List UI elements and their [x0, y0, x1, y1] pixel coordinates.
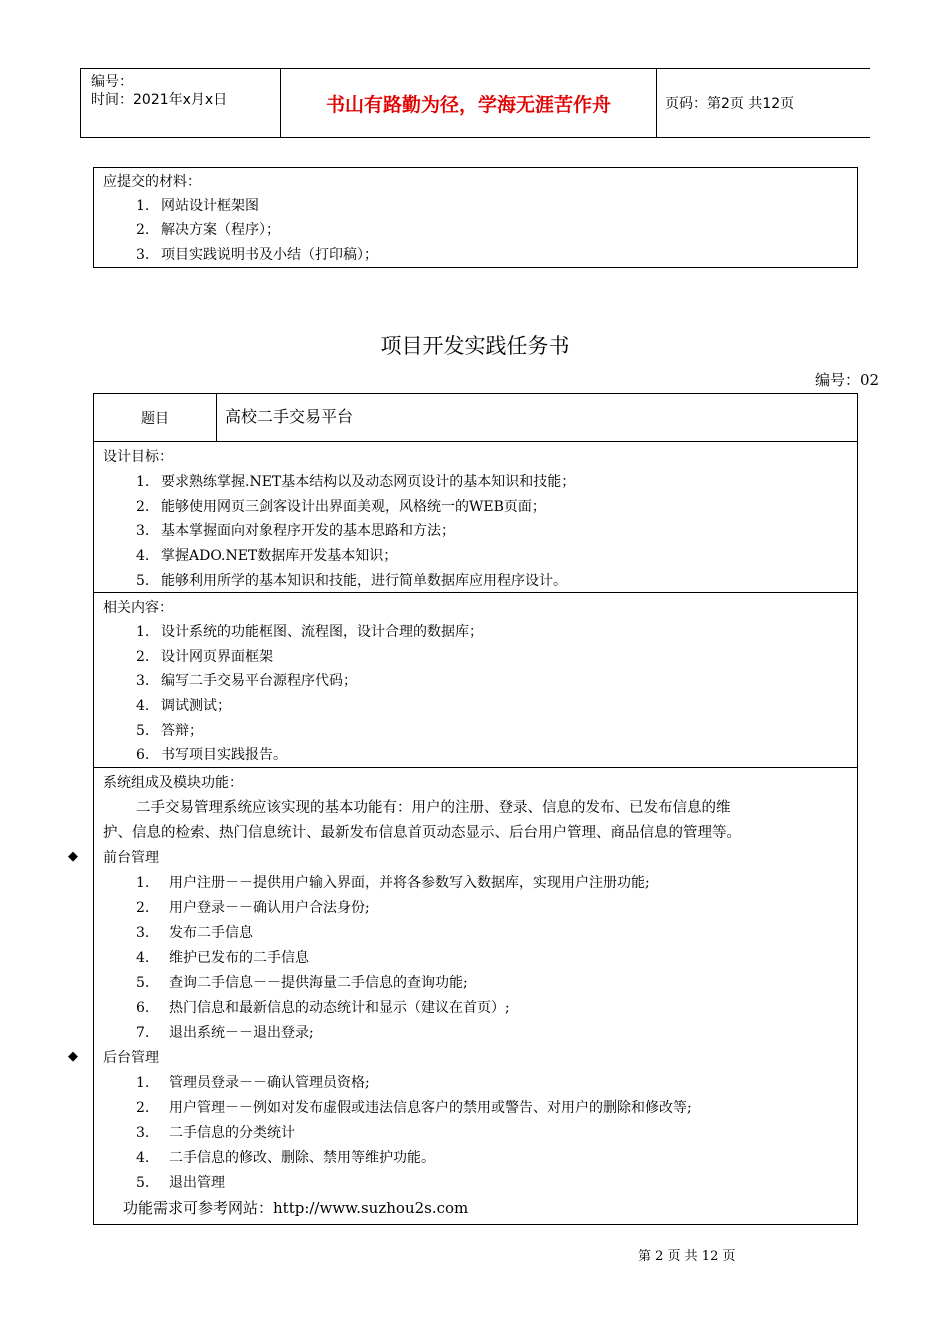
- front-item: 热门信息和最新信息的动态统计和显示（建议在首页）;: [169, 1000, 510, 1016]
- back-num-4: 4.: [136, 1150, 150, 1166]
- materials-item: 网站设计框架图: [161, 198, 259, 214]
- goal-item: 掌握ADO.NET数据库开发基本知识；: [161, 548, 398, 564]
- page-footer: 第 2 页 共 12 页: [638, 1249, 736, 1264]
- back-num-3: 3.: [136, 1125, 150, 1141]
- materials-num-3: 3.: [136, 247, 150, 263]
- back-item: 退出管理: [169, 1175, 225, 1191]
- document-title: 项目开发实践任务书: [380, 334, 570, 358]
- document-number: 编号：02: [815, 371, 880, 389]
- materials-num-1: 1.: [136, 198, 150, 214]
- materials-num-2: 2.: [136, 222, 150, 238]
- materials-item: 解决方案（程序）；: [161, 222, 280, 238]
- design-goals-heading: 设计目标：: [103, 449, 173, 465]
- front-heading: 前台管理: [103, 850, 159, 866]
- front-item: 维护已发布的二手信息: [169, 950, 309, 966]
- back-num-1: 1.: [136, 1075, 150, 1091]
- front-item: 查询二手信息－－提供海量二手信息的查询功能;: [169, 975, 468, 991]
- related-num-3: 3.: [136, 673, 150, 689]
- back-item: 用户管理－－例如对发布虚假或违法信息客户的禁用或警告、对用户的删除和修改等;: [169, 1100, 692, 1116]
- system-intro-line2: 护、信息的检索、热门信息统计、最新发布信息首页动态显示、后台用户管理、商品信息的管理等。: [103, 825, 741, 841]
- goal-num-2: 2.: [136, 499, 150, 515]
- goal-item: 能够利用所学的基本知识和技能，进行简单数据库应用程序设计。: [161, 573, 567, 589]
- system-intro-line1: 二手交易管理系统应该实现的基本功能有：用户的注册、登录、信息的发布、已发布信息的维: [136, 800, 731, 816]
- goal-item: 能够使用网页三剑客设计出界面美观，风格统一的WEB页面；: [161, 499, 546, 515]
- front-num-7: 7.: [136, 1025, 150, 1041]
- materials-box: [93, 167, 858, 268]
- goal-item: 要求熟练掌握.NET基本结构以及动态网页设计的基本知识和技能；: [161, 474, 576, 490]
- related-num-4: 4.: [136, 698, 150, 714]
- materials-item: 项目实践说明书及小结（打印稿）；: [161, 247, 378, 263]
- back-item: 二手信息的分类统计: [169, 1125, 295, 1141]
- front-num-2: 2.: [136, 900, 150, 916]
- goal-num-1: 1.: [136, 474, 150, 490]
- goal-num-4: 4.: [136, 548, 150, 564]
- front-num-4: 4.: [136, 950, 150, 966]
- header-meta: [80, 69, 280, 137]
- related-box: [93, 592, 858, 768]
- front-num-5: 5.: [136, 975, 150, 991]
- front-num-3: 3.: [136, 925, 150, 941]
- header-page-info: 页码：第2页 共12页: [665, 96, 795, 112]
- back-num-2: 2.: [136, 1100, 150, 1116]
- related-num-1: 1.: [136, 624, 150, 640]
- back-heading: 后台管理: [103, 1050, 159, 1066]
- back-item: 二手信息的修改、删除、禁用等维护功能。: [169, 1150, 435, 1166]
- related-num-2: 2.: [136, 649, 150, 665]
- topic-row: [93, 393, 858, 442]
- topic-label: 题目: [94, 394, 217, 441]
- diamond-bullet-icon: ◆: [68, 849, 78, 864]
- related-item: 书写项目实践报告。: [161, 747, 287, 763]
- related-num-5: 5.: [136, 723, 150, 739]
- related-item: 编写二手交易平台源程序代码；: [161, 673, 357, 689]
- front-item: 发布二手信息: [169, 925, 253, 941]
- front-num-1: 1.: [136, 875, 150, 891]
- reference-line: 功能需求可参考网站：http://www.suzhou2s.com: [123, 1199, 469, 1217]
- front-item: 用户注册－－提供用户输入界面，并将各参数写入数据库，实现用户注册功能;: [169, 875, 650, 891]
- front-num-6: 6.: [136, 1000, 150, 1016]
- goal-num-3: 3.: [136, 523, 150, 539]
- related-item: 调试测试；: [161, 698, 231, 714]
- system-heading: 系统组成及模块功能：: [103, 775, 243, 791]
- related-heading: 相关内容：: [103, 600, 173, 616]
- serial-label: 编号：: [91, 74, 133, 90]
- topic-value: 高校二手交易平台: [225, 407, 354, 426]
- page-header: [80, 68, 870, 138]
- front-item: 用户登录－－确认用户合法身份;: [169, 900, 370, 916]
- related-item: 设计系统的功能框图、流程图，设计合理的数据库；: [161, 624, 483, 640]
- related-num-6: 6.: [136, 747, 150, 763]
- design-goals-box: [93, 441, 858, 593]
- back-item: 管理员登录－－确认管理员资格;: [169, 1075, 370, 1091]
- time-label: 时间：2021年x月x日: [91, 92, 228, 108]
- materials-heading: 应提交的材料：: [103, 174, 201, 190]
- back-num-5: 5.: [136, 1175, 150, 1191]
- front-item: 退出系统－－退出登录;: [169, 1025, 314, 1041]
- system-box: [93, 767, 858, 1225]
- goal-item: 基本掌握面向对象程序开发的基本思路和方法；: [161, 523, 455, 539]
- diamond-bullet-icon: ◆: [68, 1049, 78, 1064]
- related-item: 设计网页界面框架: [161, 649, 273, 665]
- related-item: 答辩；: [161, 723, 203, 739]
- goal-num-5: 5.: [136, 573, 150, 589]
- header-motto: 书山有路勤为径，学海无涯苦作舟: [280, 69, 657, 137]
